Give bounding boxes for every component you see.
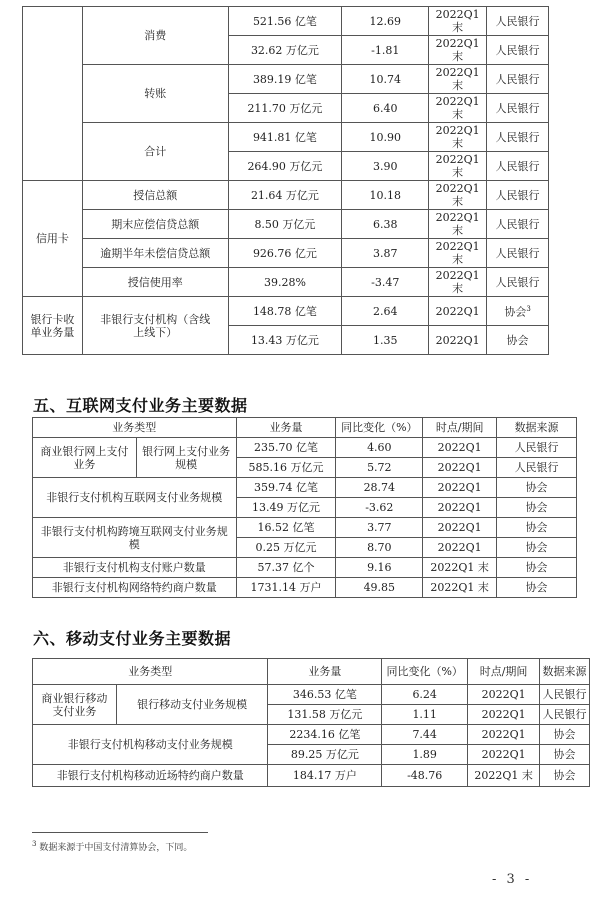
footnote-number: 3 (32, 840, 37, 848)
cell-yoy: 10.90 (342, 123, 429, 152)
cell-yoy: 8.70 (336, 538, 423, 558)
cell-volume: 2234.16 亿笔 (268, 725, 382, 745)
cell-yoy: -3.62 (336, 498, 423, 518)
row-label: 商业银行网上支付业务 (33, 438, 137, 478)
cell-yoy: -3.47 (342, 268, 429, 297)
cell-yoy: 9.16 (336, 558, 423, 578)
row-label-transfer: 转账 (82, 65, 228, 123)
cell-period: 2022Q1 末 (423, 578, 497, 598)
header-cell: 业务量 (236, 418, 336, 438)
cell-source: 人民银行 (487, 123, 549, 152)
cell-source: 人民银行 (487, 152, 549, 181)
cell-period: 2022Q1 末 (423, 558, 497, 578)
cell-yoy: -48.76 (382, 765, 468, 787)
cell-period: 2022Q1 (429, 297, 487, 326)
cell-volume: 359.74 亿笔 (236, 478, 336, 498)
cell-source: 人民银行 (540, 705, 590, 725)
cell-yoy: 3.87 (342, 239, 429, 268)
header-cell: 时点/期间 (468, 659, 540, 685)
cell-yoy: 2.64 (342, 297, 429, 326)
row-label: 非银行支付机构移动支付业务规模 (33, 725, 268, 765)
cell-yoy: 6.40 (342, 94, 429, 123)
cell-period: 2022Q1 末 (429, 7, 487, 36)
cell-period: 2022Q1 末 (429, 210, 487, 239)
cell-yoy: 3.90 (342, 152, 429, 181)
cell-yoy: 10.18 (342, 181, 429, 210)
cell-volume: 926.76 亿元 (228, 239, 342, 268)
row-label: 非银行支付机构网络特约商户数量 (33, 578, 237, 598)
row-label-credit-card: 信用卡 (23, 181, 83, 297)
cell-source: 协会 (497, 538, 577, 558)
cell-yoy: 1.89 (382, 745, 468, 765)
cell-period: 2022Q1 末 (429, 94, 487, 123)
row-label: 非银行支付机构支付账户数量 (33, 558, 237, 578)
cell-period: 2022Q1 (468, 745, 540, 765)
cell-source: 人民银行 (497, 458, 577, 478)
cell-volume: 941.81 亿笔 (228, 123, 342, 152)
cell-source (487, 297, 549, 326)
cell-yoy: 28.74 (336, 478, 423, 498)
row-label: 非银行支付机构移动近场特约商户数量 (33, 765, 268, 787)
row-label: 商业银行移动支付业务 (33, 685, 117, 725)
bank-card-table (22, 6, 549, 355)
cell-yoy: 6.24 (382, 685, 468, 705)
header-cell: 业务类型 (33, 418, 237, 438)
cell-volume: 211.70 万亿元 (228, 94, 342, 123)
cell-source: 协会 (497, 578, 577, 598)
cell-volume: 39.28% (228, 268, 342, 297)
cell-source: 人民银行 (487, 36, 549, 65)
cell-period: 2022Q1 (468, 725, 540, 745)
cell-source: 人民银行 (487, 181, 549, 210)
cell-yoy: -1.81 (342, 36, 429, 65)
cell-source: 人民银行 (487, 94, 549, 123)
cell-volume: 521.56 亿笔 (228, 7, 342, 36)
cell-source: 人民银行 (487, 239, 549, 268)
cell-volume: 148.78 亿笔 (228, 297, 342, 326)
cell-volume: 389.19 亿笔 (228, 65, 342, 94)
footnote-ref: 3 (526, 305, 531, 314)
cell-source: 协会 (497, 478, 577, 498)
cell-source: 协会 (540, 745, 590, 765)
cell-volume: 89.25 万亿元 (268, 745, 382, 765)
cell-period: 2022Q1 (468, 685, 540, 705)
group-cell-blank (23, 7, 83, 181)
cell-volume: 13.49 万亿元 (236, 498, 336, 518)
mobile-payment-table (32, 658, 590, 787)
cell-volume: 16.52 亿笔 (236, 518, 336, 538)
cell-source: 协会 (497, 558, 577, 578)
cell-period: 2022Q1 (423, 438, 497, 458)
cell-source: 人民银行 (540, 685, 590, 705)
internet-payment-table (32, 417, 577, 598)
row-label: 逾期半年未偿信贷总额 (82, 239, 228, 268)
cell-period: 2022Q1 (423, 518, 497, 538)
cell-volume: 13.43 万亿元 (228, 326, 342, 355)
row-label: 期末应偿信贷总额 (82, 210, 228, 239)
cell-period: 2022Q1 (429, 326, 487, 355)
cell-volume: 1731.14 万户 (236, 578, 336, 598)
cell-yoy: 4.60 (336, 438, 423, 458)
header-cell: 同比变化（%） (336, 418, 423, 438)
cell-yoy: 6.38 (342, 210, 429, 239)
cell-period: 2022Q1 (423, 478, 497, 498)
row-label: 授信总额 (82, 181, 228, 210)
cell-period: 2022Q1 末 (429, 65, 487, 94)
header-cell: 时点/期间 (423, 418, 497, 438)
section-title: 五、互联网支付业务主要数据 (33, 396, 248, 415)
row-sublabel: 银行移动支付业务规模 (116, 685, 268, 725)
cell-volume: 184.17 万户 (268, 765, 382, 787)
cell-period: 2022Q1 末 (429, 123, 487, 152)
cell-period: 2022Q1 末 (429, 36, 487, 65)
cell-volume: 0.25 万亿元 (236, 538, 336, 558)
cell-source: 人民银行 (487, 7, 549, 36)
cell-period: 2022Q1 末 (429, 268, 487, 297)
cell-yoy: 5.72 (336, 458, 423, 478)
row-label-consume: 消费 (82, 7, 228, 65)
cell-source: 人民银行 (487, 268, 549, 297)
cell-source: 协会 (487, 326, 549, 355)
header-cell: 数据来源 (497, 418, 577, 438)
cell-yoy: 49.85 (336, 578, 423, 598)
header-cell: 同比变化（%） (382, 659, 468, 685)
cell-source: 协会 (540, 725, 590, 745)
cell-volume: 235.70 亿笔 (236, 438, 336, 458)
cell-volume: 585.16 万亿元 (236, 458, 336, 478)
header-cell: 数据来源 (540, 659, 590, 685)
page-number: - 3 - (492, 872, 533, 887)
cell-period: 2022Q1 (468, 705, 540, 725)
cell-volume: 264.90 万亿元 (228, 152, 342, 181)
header-cell: 业务量 (268, 659, 382, 685)
row-label: 非银行支付机构互联网支付业务规模 (33, 478, 237, 518)
row-label: 非银行支付机构跨境互联网支付业务规模 (33, 518, 237, 558)
cell-source: 人民银行 (497, 438, 577, 458)
cell-source: 人民银行 (487, 65, 549, 94)
row-label-acquiring: 银行卡收单业务量 (23, 297, 83, 355)
cell-source: 协会 (497, 498, 577, 518)
row-sublabel: 银行网上支付业务规模 (136, 438, 236, 478)
cell-yoy: 3.77 (336, 518, 423, 538)
cell-yoy: 12.69 (342, 7, 429, 36)
cell-source: 协会 (497, 518, 577, 538)
row-label-nonbank: 非银行支付机构（含线上线下） (82, 297, 228, 355)
cell-period: 2022Q1 末 (429, 152, 487, 181)
cell-period: 2022Q1 (423, 538, 497, 558)
cell-period: 2022Q1 末 (429, 181, 487, 210)
cell-source: 人民银行 (487, 210, 549, 239)
header-cell: 业务类型 (33, 659, 268, 685)
cell-period: 2022Q1 (423, 458, 497, 478)
footnote-text: 数据来源于中国支付清算协会，下同。 (39, 843, 193, 853)
cell-volume: 57.37 亿个 (236, 558, 336, 578)
cell-period: 2022Q1 末 (429, 239, 487, 268)
cell-yoy: 1.35 (342, 326, 429, 355)
cell-volume: 21.64 万亿元 (228, 181, 342, 210)
cell-volume: 32.62 万亿元 (228, 36, 342, 65)
cell-yoy: 10.74 (342, 65, 429, 94)
footnote-divider (32, 832, 208, 833)
cell-period: 2022Q1 (423, 498, 497, 518)
cell-period: 2022Q1 末 (468, 765, 540, 787)
source-text: 协会 (504, 305, 527, 319)
cell-volume: 131.58 万亿元 (268, 705, 382, 725)
cell-yoy: 7.44 (382, 725, 468, 745)
cell-yoy: 1.11 (382, 705, 468, 725)
footnote (32, 840, 192, 853)
cell-volume: 8.50 万亿元 (228, 210, 342, 239)
cell-volume: 346.53 亿笔 (268, 685, 382, 705)
cell-source: 协会 (540, 765, 590, 787)
row-label-total: 合计 (82, 123, 228, 181)
row-label: 授信使用率 (82, 268, 228, 297)
section-title: 六、移动支付业务主要数据 (33, 629, 232, 648)
